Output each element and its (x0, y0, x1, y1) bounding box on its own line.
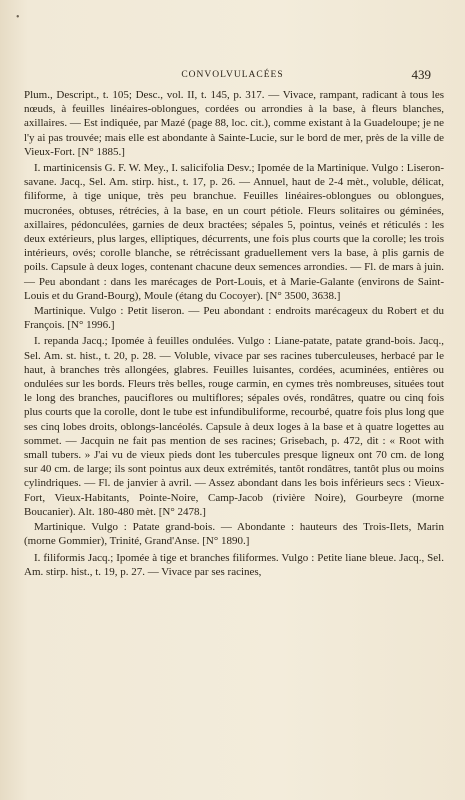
paragraph-ipomoea-martinicensis: I. martinicensis G. F. W. Mey., I. salicifolia Desv.; Ipomée de la Martinique. Vulgo : Liseron-savane. Jacq., Sel. Am. stirp. hist., t. 17, p. 26. — Annuel, haut de 2-4 mèt., voluble, délicat, filiforme, à tige unique, très peu branchue. Feuilles linéaires-oblongues ou oblongues, mucronées, obtuses, rétrécies, à la base, en un court pétiole. Fleurs solitaires ou géminées, axillaires, pédonculées, garnies de deux bractées; sépales 5, pointus, veinés et réticulés : les deux extérieurs, plus larges, elliptiques, décurrents, une fois plus courts que la corolle; les trois intérieurs, ovés; corolle blanche, se rétrécissant graduellement vers la base, à plis garnis de poils. Capsule à deux loges, contenant chacune deux semences arrondies. — Fl. de mars à juin. — Peu abondant : dans les marécages de Port-Louis, et à Marie-Galante (environs de Saint-Louis et du Grand-Bourg), Moule (étang du Cocoyer). [N° 3500, 3638.] (24, 162, 444, 302)
page-mark: • (16, 12, 20, 23)
body-text (24, 88, 444, 579)
page-header (0, 67, 465, 86)
paragraph-martinique-patate: Martinique. Vulgo : Patate grand-bois. — Abondante : hauteurs des Trois-Ilets, Marin (morne Gommier), Trinité, Grand'Anse. [N° 1890.] (24, 521, 444, 548)
paragraph-ipomoea-filiformis: I. filiformis Jacq.; Ipomée à tige et branches filiformes. Vulgo : Petite liane bleue. Jacq., Sel. Am. stirp. hist., t. 19, p. 27. — Vivace par ses racines, (24, 551, 444, 578)
paragraph-martinique-liseron: Martinique. Vulgo : Petit liseron. — Peu abondant : endroits marécageux du Robert et du François. [N° 1996.] (24, 305, 444, 332)
paragraph-ipomoea-repanda: I. repanda Jacq.; Ipomée à feuilles ondulées. Vulgo : Liane-patate, patate grand-bois. Jacq., Sel. Am. st. hist., t. 20, p. 28. — Voluble, vivace par ses racines tuberculeuses, herbacé par le haut, à branches très allongées, glabres. Feuilles luisantes, cordées, acuminées, entières ou ondulées sur les bords. Fleurs très belles, rouge carmin, en cymes très nombreuses, situées tout le long des branches, pauciflores ou multiflores; sépales ovés, rondâtres, quatre ou cinq fois plus courts que la corolle, dont le tube est infundibuliforme, recourbé, quatre fois plus long que ses cinq lobes droits, oblongs-lancéolés. Capsule à deux loges à la base et à quatre logettes au sommet. — Jacquin ne fait pas mention de ses racines; Grisebach, p. 472, dit : « Root with small tubers. » J'ai vu de vieux pieds dont les tubercules presque ligneux ont 70 cm. de long sur 40 cm. de large; ils sont pointus aux deux extrémités, tantôt rondâtres, tantôt plus ou moins cylindriques. — Fl. de janvier à avril. — Assez abondant dans les bois inférieurs secs : Vieux-Fort, Vieux-Habitants, Pointe-Noire, Camp-Jacob (rivière Noire), Gourbeyre (morne Boucanier). Alt. 180-480 mèt. [N° 2478.] (24, 335, 444, 518)
paragraph-ipomoea-continuation: Plum., Descript., t. 105; Desc., vol. II, t. 145, p. 317. — Vivace, rampant, radicant à tous les nœuds, à feuilles linéaires-oblongues, cordées ou arrondies à la base, à fleurs blanches, axillaires. — Est indiquée, par Mazé (page 88, loc. cit.), comme existant à la Guadeloupe; je ne l'y ai pas trouvée; mais elle est abondante à Sainte-Lucie, sur le bord de mer, près de la ville de Vieux-Fort. [N° 1885.] (24, 89, 444, 158)
page-number: 439 (411, 67, 431, 82)
running-title: CONVOLVULACÉES (181, 70, 284, 80)
